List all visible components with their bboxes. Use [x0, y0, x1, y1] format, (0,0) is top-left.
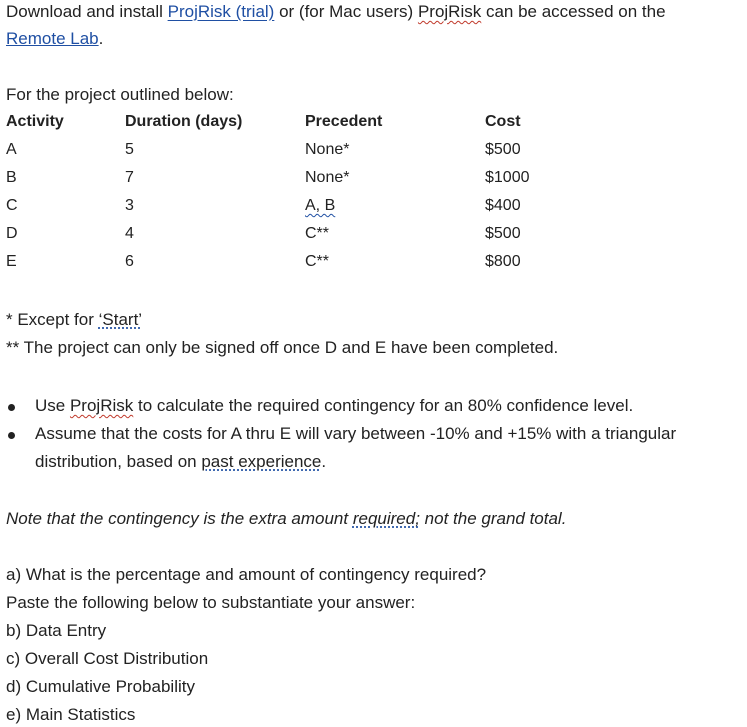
- past-experience-word: past experience: [201, 452, 322, 471]
- bullet-2-post: .: [321, 452, 327, 471]
- intro-line-2: [6, 29, 103, 49]
- bullet-2-pre: distribution, based on: [35, 452, 202, 471]
- projrisk-word: ProjRisk: [417, 2, 482, 21]
- note-pre: Note that the contingency is the extra amount: [6, 509, 353, 528]
- paste-instruction: Paste the following below to substantiate your answer:: [6, 593, 416, 612]
- question-c: c) Overall Cost Distribution: [6, 649, 209, 668]
- contingency-note: [6, 509, 566, 529]
- header-precedent: Precedent: [305, 113, 383, 130]
- cell-duration: 4: [125, 225, 134, 242]
- intro-text-2: or (for Mac users): [274, 2, 418, 21]
- intro-text-3: can be accessed on the: [481, 2, 666, 21]
- cell-precedent: None*: [305, 169, 350, 186]
- cell-activity: C: [6, 197, 18, 214]
- cell-cost: $1000: [485, 169, 530, 186]
- note-post: not the grand total.: [419, 509, 567, 528]
- intro-text-1: Download and install: [6, 2, 168, 21]
- start-word: ‘Start’: [98, 310, 143, 329]
- projrisk-word: ProjRisk: [69, 396, 134, 415]
- cell-duration: 7: [125, 169, 134, 186]
- footnote-start: [6, 310, 142, 330]
- intro-line-1: [6, 2, 666, 22]
- header-activity: Activity: [6, 113, 64, 130]
- cell-cost: $500: [485, 225, 521, 242]
- bullet-1: [35, 396, 633, 416]
- cell-duration: 6: [125, 253, 134, 270]
- question-b: b) Data Entry: [6, 621, 107, 640]
- required-word: required;: [352, 509, 420, 528]
- cell-activity: E: [6, 253, 17, 270]
- intro-text-4: .: [98, 29, 104, 48]
- cell-cost: $800: [485, 253, 521, 270]
- header-cost: Cost: [485, 113, 521, 130]
- question-d: d) Cumulative Probability: [6, 677, 195, 696]
- cell-activity: D: [6, 225, 18, 242]
- cell-duration: 3: [125, 197, 134, 214]
- remote-lab-link[interactable]: Remote Lab: [6, 29, 99, 48]
- cell-activity: B: [6, 169, 17, 186]
- footnote-signoff: ** The project can only be signed off once D and E have been completed.: [6, 338, 559, 357]
- bullet-dot: [8, 404, 15, 411]
- cell-precedent: C**: [305, 253, 330, 270]
- cell-precedent: A, B: [305, 197, 336, 214]
- header-duration: Duration (days): [125, 113, 243, 130]
- projrisk-trial-link[interactable]: ProjRisk (trial): [167, 2, 275, 21]
- cell-cost: $400: [485, 197, 521, 214]
- bullet-2-line-2: [35, 452, 326, 472]
- cell-cost: $500: [485, 141, 521, 158]
- cell-precedent: None*: [305, 141, 350, 158]
- bullet-dot: [8, 432, 15, 439]
- question-e: e) Main Statistics: [6, 705, 136, 724]
- bullet-1-post: to calculate the required contingency for an 80% confidence level.: [133, 396, 634, 415]
- bullet-1-pre: Use: [35, 396, 70, 415]
- question-a: a) What is the percentage and amount of contingency required?: [6, 565, 487, 584]
- cell-precedent: C**: [305, 225, 330, 242]
- footnote-start-prefix: * Except for: [6, 310, 99, 329]
- bullet-2-line-1: Assume that the costs for A thru E will vary between -10% and +15% with a triangular: [35, 424, 677, 443]
- cell-activity: A: [6, 141, 17, 158]
- cell-duration: 5: [125, 141, 134, 158]
- outline-text: For the project outlined below:: [6, 85, 234, 104]
